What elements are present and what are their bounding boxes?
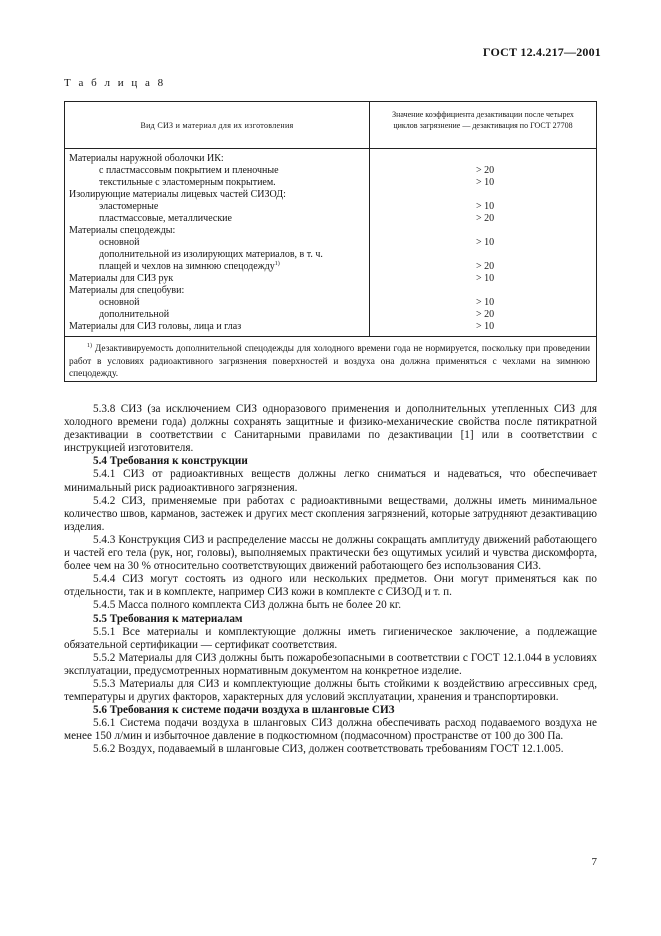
table-row-value: > 10 <box>476 237 495 248</box>
table-row-value: > 20 <box>476 261 495 272</box>
table-row-label-text: дополнительной <box>99 309 170 320</box>
footnote-mark: 1) <box>87 343 92 349</box>
paragraph: 5.5.2 Материалы для СИЗ должны быть пожаробезопасными в соответствии с ГОСТ 12.1.044 в условиях эксплуатации, предусмотренных нормативным документом на конкретное изделие. <box>64 651 597 677</box>
data-table <box>64 101 597 382</box>
table-row-label <box>69 189 286 201</box>
table-row <box>65 297 596 309</box>
table-row-label <box>99 177 276 189</box>
table-row-label <box>99 297 139 309</box>
table-row <box>65 165 596 177</box>
main-text <box>64 403 597 757</box>
table-row <box>65 201 596 213</box>
paragraph: 5.5.3 Материалы для СИЗ и комплектующие должны быть стойкими к воздействию агрессивных сред, температуры и других факторов, характерных для условий эксплуатации, хранения и транспортировки. <box>64 677 597 704</box>
table-row <box>65 309 596 321</box>
table-row-value: > 10 <box>476 201 495 212</box>
table-header-material: Вид СИЗ и материал для их изготовления <box>140 120 294 130</box>
table-row-label <box>69 321 241 333</box>
table-row-label-text: эластомерные <box>99 201 159 212</box>
table-row-value: > 20 <box>476 213 495 224</box>
table-row <box>65 261 596 273</box>
table-row <box>65 273 596 285</box>
table-row-label-text: плащей и чехлов на зимнюю спецодежду <box>99 261 275 272</box>
table-row <box>65 189 596 201</box>
table-row-label <box>69 285 184 297</box>
table-row-label <box>99 213 232 225</box>
table-row-label-text: Материалы для спецобуви: <box>69 285 185 296</box>
table-caption: Т а б л и ц а 8 <box>64 77 166 89</box>
paragraph: 5.4.1 СИЗ от радиоактивных веществ должны легко сниматься и надеваться, что обеспечивает минимальный риск радиоактивного загрязнения. <box>64 468 597 494</box>
table-row <box>65 177 596 189</box>
table-row-label-text: основной <box>99 297 140 308</box>
section-heading: 5.4 Требования к конструкции <box>93 455 248 468</box>
table-row-label-text: Материалы для СИЗ рук <box>69 273 174 284</box>
table-row <box>65 321 596 333</box>
paragraph: 5.4.2 СИЗ, применяемые при работах с радиоактивными веществами, должны иметь минимальное количество швов, карманов, застежек и других мест скопления загрязнений, которые затрудняют дезактивацию изделия. <box>64 494 597 533</box>
page-number: 7 <box>591 856 597 868</box>
table-row-value: > 10 <box>476 297 495 308</box>
table-row-label <box>99 165 279 177</box>
footnote-text: Дезактивируемость дополнительной спецодежды для холодного времени года не нормируется, поскольку при проведении работ в условиях радиоактивного загрязнения поверхностей и воздуха она должна применяться с чехлами на зимнюю спецодежду. <box>69 344 590 379</box>
table-row-label <box>99 237 139 249</box>
table-row <box>65 249 596 261</box>
paragraph: 5.3.8 СИЗ (за исключением СИЗ одноразового применения и дополнительных утепленных СИЗ для холодного времени года) должны сохранять защитные и физико-механические свойства после пятикратной дезактивации в соответствии с Санитарными правилами по дезактивации [1] или в соответствии с инструкцией изготовителя. <box>64 403 597 455</box>
table-row-label <box>69 153 224 165</box>
table-row-label-text: основной <box>99 237 140 248</box>
table-row-label-text: Материалы для СИЗ головы, лица и глаз <box>69 321 242 332</box>
table-row-label <box>69 225 175 237</box>
table-row-value: > 10 <box>476 177 495 188</box>
section-heading: 5.5 Требования к материалам <box>93 612 243 625</box>
table-row <box>65 225 596 237</box>
table-row-label-text: дополнительной из изолирующих материалов, в т. ч. <box>99 249 323 260</box>
paragraph: 5.4.3 Конструкция СИЗ и распределение массы не должны сокращать амплитуду движений работающего и частей его тела (рук, ног, головы), выполняемых практически без ощутимых усилий и чувства дискомфорта, более чем на 30 % относительно соответствующих движений работающего без использования СИЗ. <box>64 533 597 573</box>
paragraph: 5.4.5 Масса полного комплекта СИЗ должна быть не более 20 кг. <box>93 599 402 612</box>
table-row-label-text: Материалы наружной оболочки ИК: <box>69 153 224 164</box>
table-row-label-text: Материалы спецодежды: <box>69 225 176 236</box>
table-row-value: > 10 <box>476 273 495 284</box>
section-heading: 5.6 Требования к системе подачи воздуха в шланговые СИЗ <box>93 704 395 717</box>
table-row-label-text: с пластмассовым покрытием и пленочные <box>99 165 279 176</box>
table-footnote <box>69 343 590 381</box>
paragraph: 5.5.1 Все материалы и комплектующие должны иметь гигиеническое заключение, а подлежащие обязательной сертификации — сертификат соответствия. <box>64 625 597 651</box>
table-row <box>65 153 596 165</box>
table-footnote-divider <box>65 336 596 337</box>
document-header-id: ГОСТ 12.4.217—2001 <box>482 45 601 59</box>
table-row-value: > 10 <box>476 321 495 332</box>
table-body <box>65 153 596 333</box>
footnote-reference: 1) <box>274 261 280 267</box>
paragraph: 5.4.4 СИЗ могут состоять из одного или нескольких предметов. Они могут применяться как по отдельности, так и в комплекте, например СИЗ кожи в комплекте с СИЗОД и т. п. <box>64 573 597 599</box>
table-row-label-text: текстильные с эластомерным покрытием. <box>99 177 276 188</box>
table-row-label <box>99 309 169 321</box>
table-row-label <box>99 249 323 261</box>
table-row-label-text: Изолирующие материалы лицевых частей СИЗОД: <box>69 189 286 200</box>
table-row-label <box>69 273 173 285</box>
paragraph: 5.6.2 Воздух, подаваемый в шланговые СИЗ, должен соответствовать требованиям ГОСТ 12.1.005. <box>93 743 564 756</box>
table-row-label-text: пластмассовые, металлические <box>99 213 232 224</box>
table-row-label <box>99 261 280 273</box>
table-row-value: > 20 <box>476 165 495 176</box>
table-row-value: > 20 <box>476 309 495 320</box>
table-row <box>65 237 596 249</box>
table-header-divider <box>65 148 596 149</box>
paragraph: 5.6.1 Система подачи воздуха в шланговых СИЗ должна обеспечивать расход подаваемого воздуха не менее 150 л/мин и избыточное давление в подкостюмном (подмасочном) пространстве от 100 до 300 Па. <box>64 717 597 743</box>
table-row-label <box>99 201 158 213</box>
table-row <box>65 285 596 297</box>
table-header-coefficient: Значение коэффициента дезактивации после четырех циклов загрязнение — дезактивация по ГОСТ 27708 <box>392 110 574 130</box>
table-row <box>65 213 596 225</box>
